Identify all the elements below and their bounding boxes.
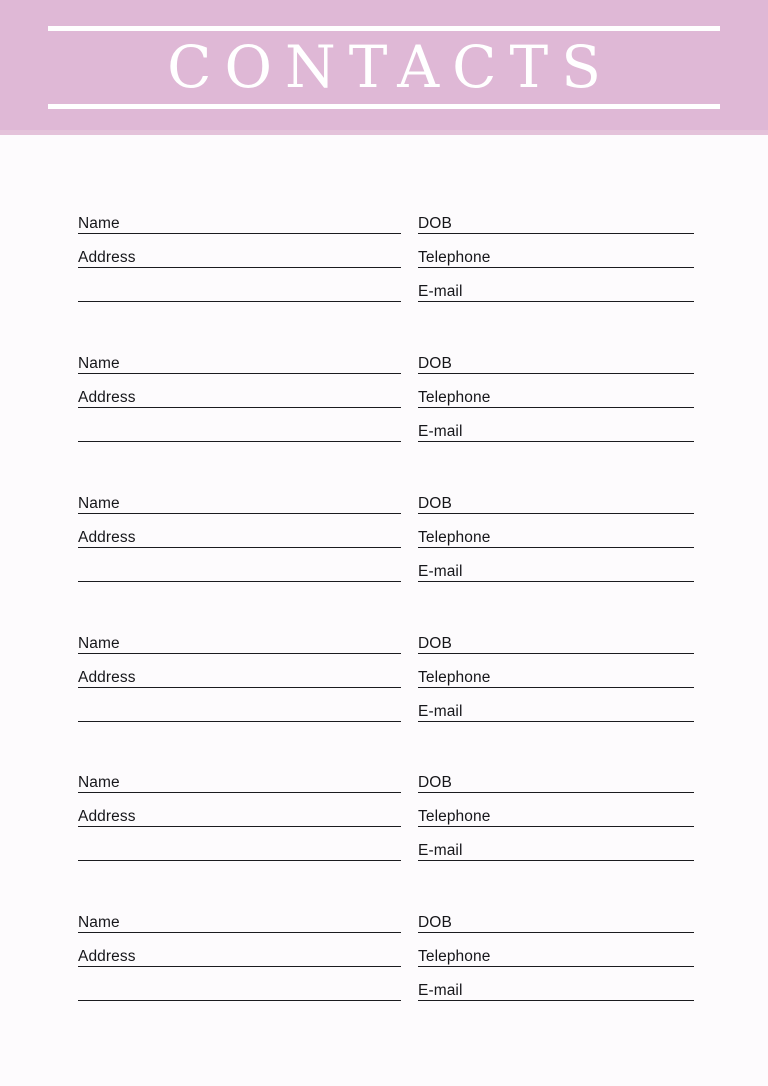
field-label-dob: DOB bbox=[418, 774, 452, 791]
field-label-address: Address bbox=[78, 249, 136, 266]
field-label-address: Address bbox=[78, 529, 136, 546]
field-address[interactable] bbox=[78, 943, 401, 967]
field-address-continued[interactable] bbox=[78, 977, 401, 1001]
contact-entry bbox=[0, 280, 768, 580]
field-name[interactable] bbox=[78, 909, 401, 933]
field-label-address: Address bbox=[78, 948, 136, 965]
field-label-email: E-mail bbox=[418, 703, 463, 720]
field-label-address: Address bbox=[78, 389, 136, 406]
field-address-continued[interactable] bbox=[78, 837, 401, 861]
field-label-telephone: Telephone bbox=[418, 249, 491, 266]
field-label-telephone: Telephone bbox=[418, 529, 491, 546]
field-label-telephone: Telephone bbox=[418, 669, 491, 686]
field-telephone[interactable] bbox=[418, 943, 694, 967]
field-rule-address-continued bbox=[78, 1000, 401, 1001]
field-label-name: Name bbox=[78, 914, 120, 931]
field-label-email: E-mail bbox=[418, 283, 463, 300]
field-label-dob: DOB bbox=[418, 215, 452, 232]
field-label-telephone: Telephone bbox=[418, 389, 491, 406]
page-title: CONTACTS bbox=[167, 33, 614, 101]
field-label-email: E-mail bbox=[418, 423, 463, 440]
field-label-name: Name bbox=[78, 495, 120, 512]
field-label-dob: DOB bbox=[418, 355, 452, 372]
field-label-email: E-mail bbox=[418, 842, 463, 859]
field-label-telephone: Telephone bbox=[418, 808, 491, 825]
field-label-dob: DOB bbox=[418, 495, 452, 512]
field-rule-dob bbox=[418, 932, 694, 933]
contact-entry bbox=[0, 0, 768, 300]
field-label-telephone: Telephone bbox=[418, 948, 491, 965]
field-label-dob: DOB bbox=[418, 914, 452, 931]
field-label-email: E-mail bbox=[418, 982, 463, 999]
contact-entry bbox=[0, 559, 768, 859]
field-label-dob: DOB bbox=[418, 635, 452, 652]
field-label-address: Address bbox=[78, 669, 136, 686]
field-label-name: Name bbox=[78, 635, 120, 652]
field-label-name: Name bbox=[78, 774, 120, 791]
contact-entry bbox=[0, 140, 768, 440]
contact-entry bbox=[0, 699, 768, 999]
field-label-name: Name bbox=[78, 355, 120, 372]
contact-entry bbox=[0, 420, 768, 720]
field-label-address: Address bbox=[78, 808, 136, 825]
field-dob[interactable] bbox=[418, 909, 694, 933]
field-rule-name bbox=[78, 932, 401, 933]
field-label-name: Name bbox=[78, 215, 120, 232]
field-rule-address-continued bbox=[78, 860, 401, 861]
field-label-email: E-mail bbox=[418, 563, 463, 580]
field-email[interactable] bbox=[418, 837, 694, 861]
field-email[interactable] bbox=[418, 977, 694, 1001]
